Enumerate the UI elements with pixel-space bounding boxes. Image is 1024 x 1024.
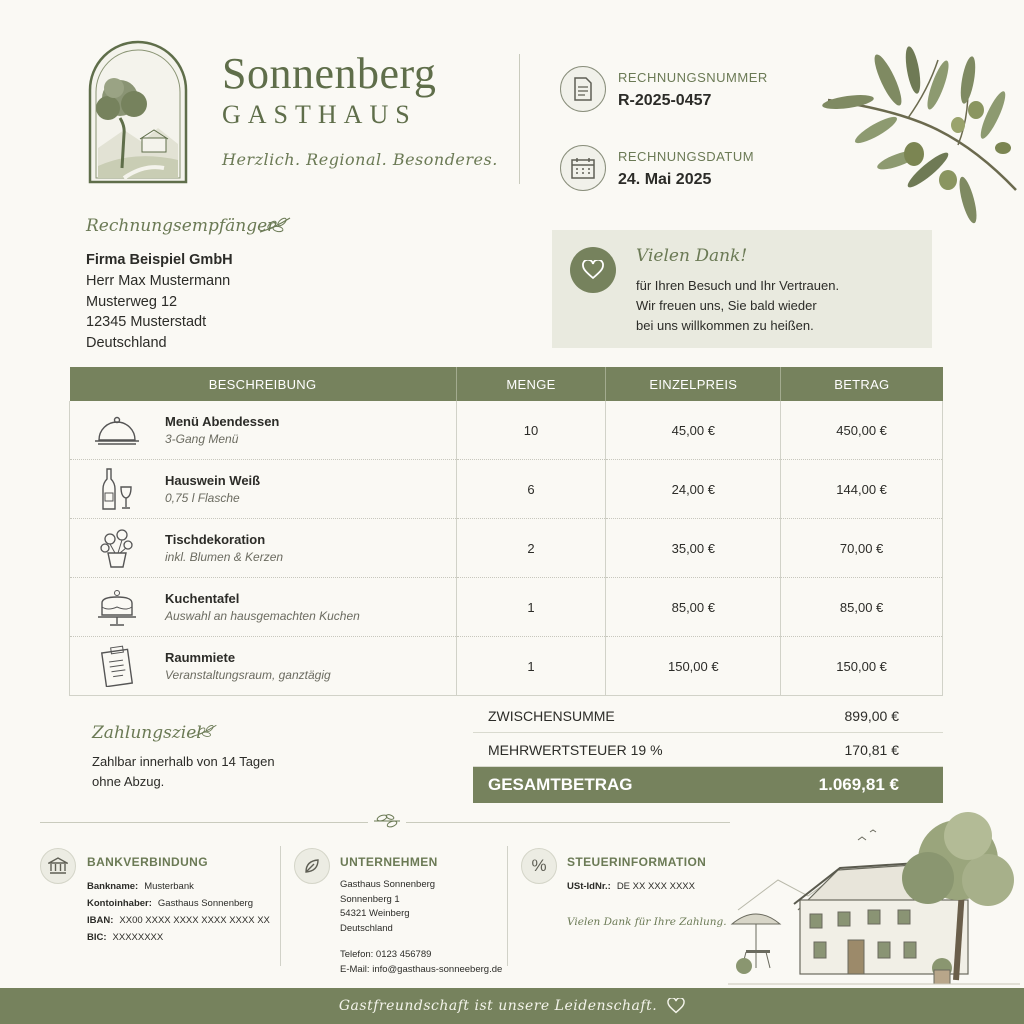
table-row	[70, 519, 943, 578]
document-icon	[560, 66, 606, 112]
bank-icon	[40, 848, 76, 884]
bank-heading: BANKVERBINDUNG	[87, 855, 208, 869]
item-quantity: 2	[456, 519, 606, 578]
tax-heading: STEUERINFORMATION	[567, 855, 707, 869]
thanks-text	[636, 276, 839, 336]
thanks-line: bei uns willkommen zu heißen.	[636, 318, 814, 333]
cake-icon	[92, 587, 142, 627]
payment-terms-line: ohne Abzug.	[92, 774, 165, 789]
invoice-date: 24. Mai 2025	[618, 171, 712, 188]
item-unit-price: 150,00 €	[606, 637, 781, 696]
company-line: 54321 Weinberg	[340, 908, 410, 919]
bank-name: Musterbank	[144, 881, 194, 892]
flowers-icon	[92, 527, 142, 569]
item-unit-price: 85,00 €	[606, 578, 781, 637]
calendar-icon	[560, 145, 606, 191]
sprig-icon	[190, 722, 218, 745]
item-unit-price: 35,00 €	[606, 519, 781, 578]
table-row	[70, 460, 943, 519]
item-quantity: 10	[456, 401, 606, 460]
item-amount: 144,00 €	[781, 460, 943, 519]
iban: XX00 XXXX XXXX XXXX XXXX XX	[119, 915, 270, 926]
item-name: Raummiete	[165, 650, 236, 666]
invoice-date-label: RECHNUNGSDATUM	[618, 149, 755, 164]
item-quantity: 1	[456, 637, 606, 696]
leaf-ornament-icon	[368, 812, 406, 835]
item-name: Hauswein Weiß	[165, 473, 261, 489]
subtotal-row	[473, 699, 943, 733]
phone: 0123 456789	[375, 949, 432, 960]
inn-illustration	[728, 800, 1020, 986]
bic-label: BIC:	[87, 932, 107, 943]
grand-total-label: GESAMTBETRAG	[488, 775, 633, 794]
bottom-banner	[0, 988, 1024, 1024]
item-name: Kuchentafel	[165, 591, 240, 607]
recipient-heading: Rechnungsempfänger	[86, 216, 276, 236]
brand-subtitle: GASTHAUS	[222, 100, 417, 129]
grand-total-value: 1.069,81 €	[818, 775, 899, 794]
thanks-title: Vielen Dank!	[636, 246, 748, 266]
payment-terms-line: Zahlbar innerhalb von 14 Tagen	[92, 754, 275, 769]
bank-details	[87, 878, 270, 946]
item-unit-price: 45,00 €	[606, 401, 781, 460]
invoice-number: R-2025-0457	[618, 92, 712, 109]
logo-badge	[84, 38, 192, 184]
recipient-address	[86, 250, 233, 354]
item-amount: 150,00 €	[781, 637, 943, 696]
email-link[interactable]: info@gasthaus-sonneeberg.de	[372, 963, 503, 975]
items-table	[69, 367, 943, 696]
table-row	[70, 637, 943, 696]
item-name: Menü Abendessen	[165, 414, 280, 430]
recipient-city: 12345 Musterstadt	[86, 314, 207, 331]
item-quantity: 1	[456, 578, 606, 637]
item-subtitle: 0,75 l Flasche	[165, 491, 240, 506]
bank-name-label: Bankname:	[87, 881, 139, 892]
invoice-number-label: RECHNUNGSNUMMER	[618, 70, 768, 85]
wine-icon	[92, 467, 142, 511]
header-description: BESCHREIBUNG	[70, 367, 457, 401]
thanks-line: für Ihren Besuch und Ihr Vertrauen.	[636, 278, 840, 293]
vat-row	[473, 733, 943, 767]
item-unit-price: 24,00 €	[606, 460, 781, 519]
item-subtitle: inkl. Blumen & Kerzen	[165, 550, 284, 565]
footer-column-divider	[280, 846, 281, 966]
iban-label: IBAN:	[87, 915, 114, 926]
thanks-line: Wir freuen uns, Sie bald wieder	[636, 298, 817, 313]
sprig-icon	[258, 216, 292, 239]
company-address	[340, 878, 502, 977]
recipient-street: Musterweg 12	[86, 293, 178, 310]
subtotal-value: 899,00 €	[844, 707, 899, 724]
item-subtitle: Auswahl an hausgemachten Kuchen	[165, 609, 360, 624]
bic: XXXXXXXX	[112, 932, 164, 943]
table-row	[70, 401, 943, 460]
footer-column-divider	[507, 846, 508, 966]
phone-label: Telefon:	[340, 949, 374, 960]
item-quantity: 6	[456, 460, 606, 519]
payment-terms-text	[92, 752, 292, 792]
header-unit-price: EINZELPREIS	[606, 367, 781, 401]
tax-details	[567, 878, 695, 895]
account-holder: Gasthaus Sonnenberg	[157, 898, 253, 909]
heart-icon	[570, 247, 616, 293]
item-amount: 70,00 €	[781, 519, 943, 578]
table-row	[70, 578, 943, 637]
item-subtitle: Veranstaltungsraum, ganztägig	[165, 668, 331, 683]
item-amount: 450,00 €	[781, 401, 943, 460]
company-line: Deutschland	[340, 922, 393, 934]
table-header-row	[70, 367, 943, 401]
item-amount: 85,00 €	[781, 578, 943, 637]
percent-icon: %	[521, 848, 557, 884]
olive-branch-illustration	[818, 30, 1018, 230]
leaf-icon	[294, 848, 330, 884]
recipient-country: Deutschland	[86, 335, 167, 352]
subtotal-label: ZWISCHENSUMME	[488, 707, 615, 724]
header-amount: BETRAG	[781, 367, 943, 401]
brand-name: Sonnenberg	[222, 49, 437, 98]
clipboard-icon	[92, 645, 142, 687]
payment-terms-heading: Zahlungsziel	[92, 723, 202, 743]
item-subtitle: 3-Gang Menü	[165, 432, 239, 447]
payment-thanks: Vielen Dank für Ihre Zahlung.	[567, 916, 727, 928]
company-line: Gasthaus Sonnenberg	[340, 879, 436, 890]
vat-value: 170,81 €	[844, 741, 899, 758]
company-line: Sonnenberg 1	[340, 893, 400, 905]
vat-id-label: USt-IdNr.:	[567, 881, 611, 892]
grand-total-row	[473, 767, 943, 803]
heart-icon	[667, 998, 685, 1014]
vat-label: MEHRWERTSTEUER 19 %	[488, 741, 663, 758]
cloche-icon	[92, 414, 142, 446]
thanks-box	[552, 230, 932, 348]
recipient-person: Herr Max Mustermann	[86, 272, 231, 289]
recipient-company: Firma Beispiel GmbH	[86, 252, 233, 268]
header-divider	[519, 54, 520, 184]
company-heading: UNTERNEHMEN	[340, 855, 438, 869]
brand-tagline: Herzlich. Regional. Besonderes.	[222, 150, 498, 169]
email-label: E-Mail:	[340, 963, 370, 975]
vat-id: DE XX XXX XXXX	[616, 881, 695, 892]
item-name: Tischdekoration	[165, 532, 266, 548]
header-quantity: MENGE	[456, 367, 606, 401]
bottom-slogan: Gastfreundschaft ist unsere Leidenschaft.	[338, 998, 658, 1014]
account-holder-label: Kontoinhaber:	[87, 898, 152, 909]
